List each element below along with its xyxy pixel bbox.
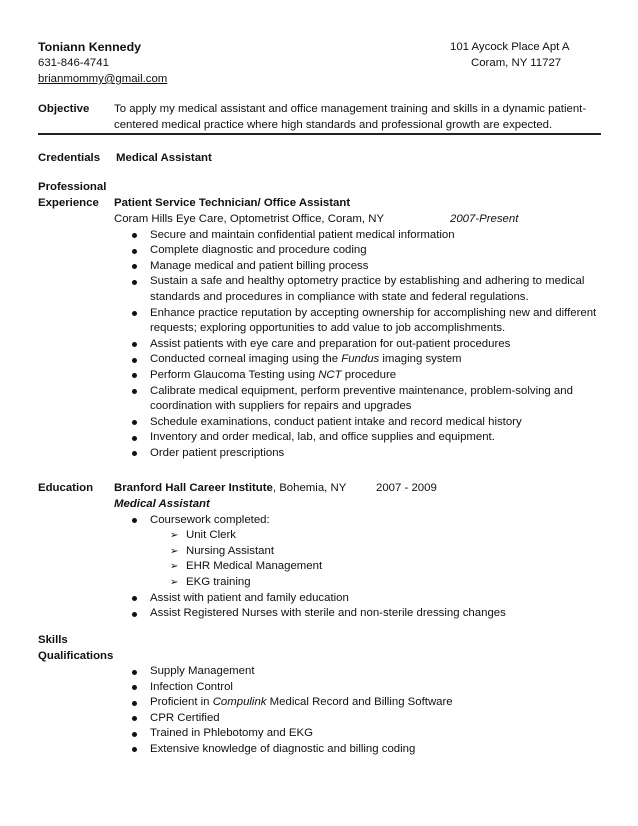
experience-bullet [114, 368, 610, 384]
program-name: Medical Assistant [114, 498, 210, 510]
bullet-text: Assist with patient and family education [150, 591, 349, 604]
experience-bullet [114, 228, 610, 244]
employer-row [114, 212, 610, 228]
bullet-text: Schedule examinations, conduct patient intake and record medical history [150, 415, 522, 428]
school-name [114, 482, 346, 494]
address-line1: 101 Aycock Place Apt A [450, 41, 570, 53]
skill-bullet [114, 726, 610, 742]
bullet-text: Complete diagnostic and procedure coding [150, 244, 367, 257]
bullet-text: Order patient prescriptions [150, 446, 285, 459]
skills-section [114, 664, 610, 758]
education-label: Education [38, 482, 94, 494]
bullet-text: Infection Control [150, 680, 233, 693]
bullet-text-tail: Medical Record and Billing Software [266, 696, 453, 709]
bullet-icon [132, 233, 137, 238]
address-line2: Coram, NY 11727 [471, 57, 562, 69]
school-title: Branford Hall Career Institute [114, 482, 273, 494]
arrow-bullet-icon: ➢ [170, 576, 179, 588]
education-bullet-list [114, 513, 610, 529]
bullet-icon [132, 373, 137, 378]
resume-header [38, 40, 578, 88]
course-item [114, 559, 610, 575]
education-bullet [114, 591, 610, 607]
skills-label-line1: Skills [38, 634, 68, 646]
arrow-bullet-icon: ➢ [170, 545, 179, 557]
bullet-text-tail: procedure [341, 368, 397, 381]
bullet-icon [132, 518, 137, 523]
bullet-icon [132, 342, 137, 347]
bullet-text-tail: imaging system [379, 353, 462, 366]
bullet-icon [132, 747, 137, 752]
bullet-icon [132, 685, 137, 690]
bullet-text: CPR Certified [150, 711, 220, 724]
education-extra-bullets [114, 591, 610, 622]
skills-bullet-list [114, 664, 610, 758]
bullet-icon [132, 612, 137, 617]
skill-bullet [114, 695, 610, 711]
bullet-text: Manage medical and patient billing process [150, 259, 369, 272]
bullet-icon [132, 732, 137, 737]
bullet-icon [132, 670, 137, 675]
bullet-text: Assist patients with eye care and preparation for out-patient procedures [150, 337, 511, 350]
skills-label [38, 633, 113, 664]
credentials-value: Medical Assistant [116, 152, 212, 164]
experience-bullet [114, 337, 610, 353]
bullet-icon [132, 701, 137, 706]
bullet-emphasis: Fundus [341, 353, 380, 366]
skill-bullet [114, 664, 610, 680]
email-link[interactable]: brianmommy@gmail.com [38, 73, 168, 85]
list-item [114, 513, 610, 529]
job-title: Patient Service Technician/ Office Assistant [114, 197, 351, 209]
bullet-text: Inventory and order medical, lab, and office supplies and equipment. [150, 431, 495, 444]
header-divider [38, 133, 601, 135]
course-name: EKG training [186, 575, 251, 588]
bullet-icon [132, 596, 137, 601]
education-section [114, 481, 610, 622]
experience-label-line1: Professional [38, 181, 107, 193]
course-name: EHR Medical Management [186, 560, 323, 573]
objective-text [114, 102, 594, 133]
course-name: Unit Clerk [186, 529, 237, 542]
course-item [114, 575, 610, 591]
bullet-icon [132, 389, 137, 394]
experience-bullet [114, 446, 610, 462]
experience-label [38, 180, 106, 211]
bullet-emphasis: NCT [318, 368, 342, 381]
objective-label: Objective [38, 103, 90, 115]
bullet-icon [132, 264, 137, 269]
course-item [114, 528, 610, 544]
bullet-text: Perform Glaucoma Testing using [150, 368, 319, 381]
skills-label-line2: Qualifications [38, 649, 114, 662]
experience-label-line2: Experience [38, 196, 99, 209]
job-dates: 2007-Present [450, 212, 519, 225]
experience-bullet [114, 274, 610, 305]
bullet-icon [132, 436, 137, 441]
candidate-name: Toniann Kennedy [38, 40, 142, 54]
experience-section [114, 196, 610, 462]
objective-text-line2: centered medical practice where high standards and professional growth are expected. [114, 118, 553, 131]
bullet-emphasis: Compulink [212, 696, 267, 709]
employer-name: Coram Hills Eye Care, Optometrist Office, Coram, NY [114, 212, 385, 225]
arrow-bullet-icon: ➢ [170, 530, 179, 542]
bullet-text: Calibrate medical equipment, perform preventive maintenance, problem-solving and coordination with suppliers for repairs and upgrades [150, 384, 573, 413]
school-location: , Bohemia, NY [272, 482, 347, 494]
course-list [114, 528, 610, 590]
bullet-text: Extensive knowledge of diagnostic and billing coding [150, 742, 416, 755]
objective-text-line1: To apply my medical assistant and office management training and skills in a dynamic patient- [114, 103, 587, 115]
bullet-icon [132, 280, 137, 285]
course-item [114, 544, 610, 560]
experience-bullet [114, 352, 610, 368]
coursework-label: Coursework completed: [150, 513, 270, 526]
experience-bullet [114, 243, 610, 259]
bullet-text: Trained in Phlebotomy and EKG [150, 727, 313, 740]
bullet-text: Enhance practice reputation by accepting ownership for accomplishing new and different requests; exploring opportunities to add value to job accomplishments. [150, 306, 597, 335]
education-bullet [114, 606, 610, 622]
bullet-icon [132, 716, 137, 721]
bullet-icon [132, 311, 137, 316]
skill-bullet [114, 742, 610, 758]
experience-bullet [114, 415, 610, 431]
experience-bullet [114, 430, 610, 446]
bullet-text: Sustain a safe and healthy optometry practice by establishing and adhering to medical standards and procedures in compliance with state and federal regulations. [150, 275, 585, 303]
bullet-icon [132, 358, 137, 363]
credentials-label: Credentials [38, 152, 101, 164]
education-dates: 2007 - 2009 [376, 482, 437, 494]
bullet-text: Proficient in [150, 696, 213, 709]
bullet-icon [132, 249, 137, 254]
bullet-text: Conducted corneal imaging using the [150, 353, 342, 366]
skill-bullet [114, 711, 610, 727]
phone-number: 631-846-4741 [38, 57, 109, 69]
bullet-text: Assist Registered Nurses with sterile and non-sterile dressing changes [150, 607, 506, 620]
course-name: Nursing Assistant [186, 544, 274, 557]
arrow-bullet-icon: ➢ [170, 561, 179, 573]
experience-bullet [114, 259, 610, 275]
bullet-text: Secure and maintain confidential patient medical information [150, 228, 455, 241]
experience-bullet [114, 384, 610, 415]
bullet-text: Supply Management [150, 665, 255, 677]
bullet-icon [132, 420, 137, 425]
bullet-icon [132, 451, 137, 456]
experience-bullet-list [114, 228, 610, 462]
school-row [114, 481, 610, 497]
skill-bullet [114, 680, 610, 696]
experience-bullet [114, 306, 610, 337]
